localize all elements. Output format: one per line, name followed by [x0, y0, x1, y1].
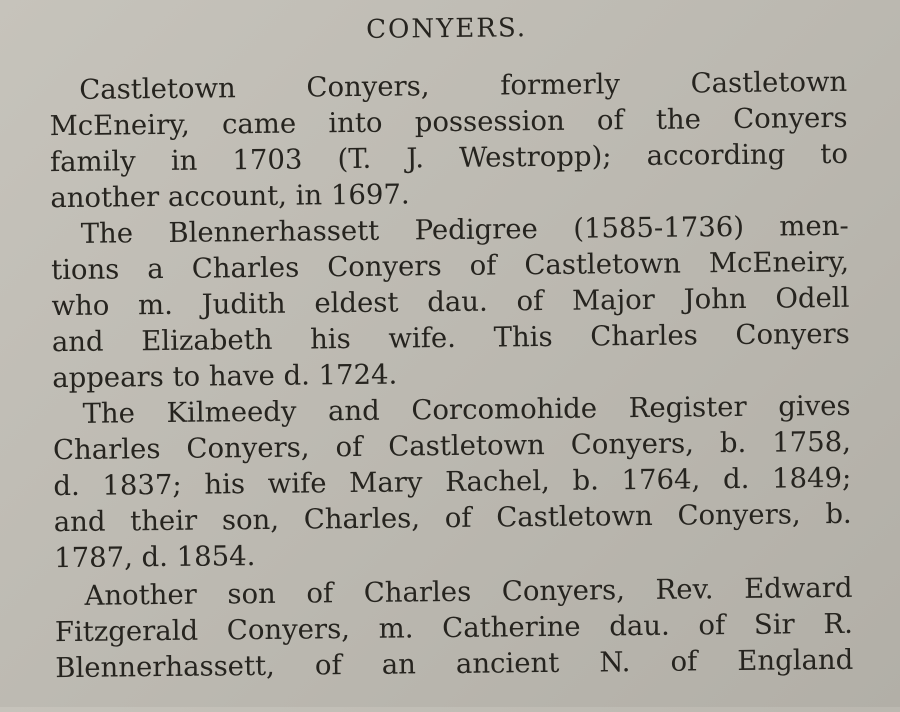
text-line: family in 1703 (T. J. Westropp); according to — [49, 137, 849, 179]
text-line: another account, in 1697. — [50, 178, 410, 215]
text-line: Blennerhassett, of an ancient N. of England — [55, 643, 854, 685]
paragraph-1 — [0, 0, 896, 215]
text-line: The Blennerhassett Pedigree (1585-1736) men- — [80, 209, 849, 250]
text-line: McEneiry, came into possession of the Conyers — [49, 101, 848, 143]
text-line: Fitzgerald Conyers, m. Catherine dau. of Sir R. — [54, 607, 854, 649]
text-line: who m. Judith eldest dau. of Major John Odell — [51, 281, 850, 323]
text-line: and Elizabeth his wife. This Charles Conyers — [51, 317, 850, 359]
text-line: tions a Charles Conyers of Castletown McEneiry, — [50, 245, 850, 287]
text-line: and their son, Charles, of Castletown Conyers, b. — [53, 497, 852, 539]
text-line: Another son of Charles Conyers, Rev. Edward — [84, 571, 853, 612]
text-line: Castletown Conyers, formerly Castletown — [79, 65, 848, 106]
page-heading: CONYERS. — [366, 13, 528, 45]
text-line: 1787, d. 1854. — [53, 540, 256, 575]
text-line: The Kilmeedy and Corcomohide Register gives — [82, 389, 851, 430]
text-line: Charles Conyers, of Castletown Conyers, b. 1758, — [52, 425, 852, 467]
text-line: appears to have d. 1724. — [52, 358, 398, 395]
text-line: d. 1837; his wife Mary Rachel, b. 1764, d. 1849; — [53, 461, 852, 503]
